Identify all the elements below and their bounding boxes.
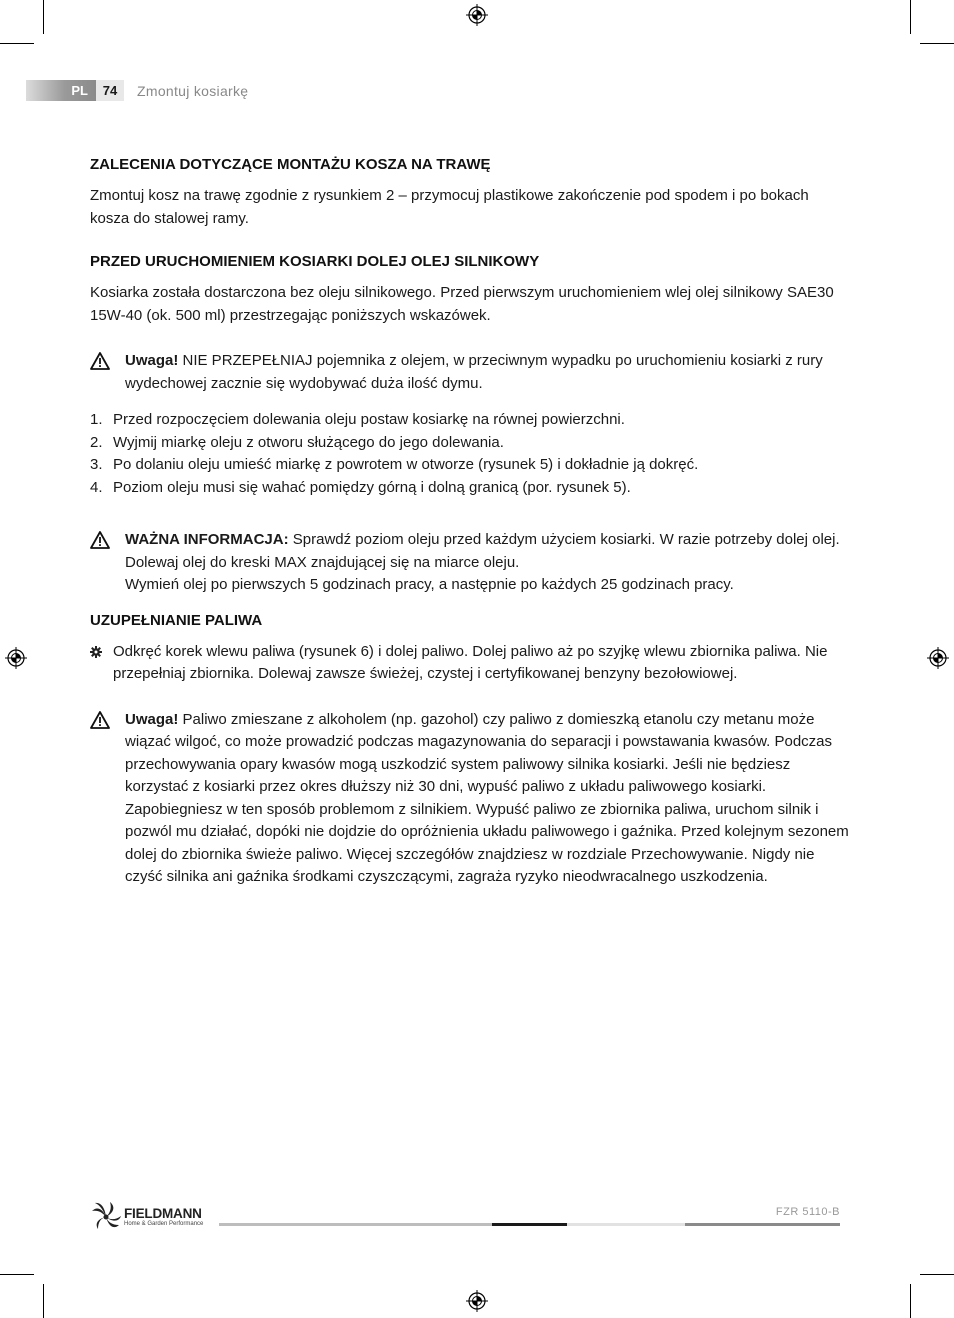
warning-triangle-icon [90, 531, 110, 549]
info-text: Sprawdź poziom oleju przed każdym użyciem kosiarki. W razie potrzeby dolej olej. Dolewaj olej do kreski MAX znajdującej się na miarce oleju. [125, 531, 840, 571]
list-item [90, 432, 850, 455]
list-text: Przed rozpoczęciem dolewania oleju postaw kosiarkę na równej powierzchni. [113, 411, 625, 428]
page-number: 74 [96, 80, 124, 101]
crop-mark [910, 0, 911, 34]
warning-triangle-icon [90, 352, 110, 370]
crop-mark [43, 1284, 44, 1318]
list-item [90, 477, 850, 500]
model-number: FZR 5110-B [775, 1206, 840, 1218]
registration-mark-icon [466, 4, 488, 26]
warning-text: NIE PRZEPEŁNIAJ pojemnika z olejem, w przeciwnym wypadku po uruchomieniu kosiarki z rury wydechowej zacznie się wydobywać duża ilość dymu. [125, 352, 823, 392]
list-item [90, 409, 850, 432]
crop-mark [920, 1274, 954, 1275]
info-text-2: Wymień olej po pierwszych 5 godzinach pracy, a następnie po każdych 25 godzinach pracy. [125, 576, 734, 593]
list-number: 4. [90, 478, 103, 496]
page-header-tab [26, 80, 124, 101]
brand-tagline: Home & Garden Performance [124, 1221, 204, 1227]
footer-rule [219, 1223, 492, 1226]
fuel-bullet-text: Odkręć korek wlewu paliwa (rysunek 6) i dolej paliwo. Dolej paliwo aż po szyjkę wlewu zbiornika paliwa. Nie przepełniaj zbiornika. Dolewaj zawsze świeżej, czystej i certyfikowanej benzyny bezołowiowej. [113, 642, 828, 682]
registration-mark-icon [466, 1290, 488, 1312]
section-heading-fuel: UZUPEŁNIANIE PALIWA [90, 611, 263, 629]
crop-mark [0, 43, 34, 44]
list-text: Po dolaniu oleju umieść miarkę z powrotem w otworze (rysunek 5) i dokładnie ją dokręć. [113, 456, 699, 473]
fan-logo-icon [90, 1200, 122, 1234]
list-text: Poziom oleju musi się wahać pomiędzy górną i dolną granicą (por. rysunek 5). [113, 478, 631, 496]
warning-text: Paliwo zmieszane z alkoholem (np. gazohol) czy paliwo z domieszką etanolu czy metanu może wiązać wilgoć, co może prowadzić podczas magazynowania do separacji i powstawania kwasów. Podczas przechowywania opary kwasów mogą uszkodzić system paliwowy silnika kosiarki. Jeśli nie będziesz korzystać z kosiarki przez okres dłuższy niż 30 dni, wypuść paliwo z układu paliwowego kosiarki. Zapobiegniesz w ten sposób problemom z silnikiem. Wypuść paliwo ze zbiornika paliwa, uruchom silnik i pozwól mu działać, dopóki nie dojdzie do opróżnienia układu paliwowego i gaźnika. Przed kolejnym sezonem dolej do zbiornika świeże paliwo. Więcej szczegółów znajdziesz w rozdziale Przechowywanie. Nigdy nie czyść silnika ani gaźnika środkami czyszczącymi, zagraża ryzyko nieodwracalnego uszkodzenia. [125, 710, 849, 885]
crop-mark [0, 1274, 34, 1275]
warning-triangle-icon [90, 711, 110, 729]
language-code: PL [26, 80, 96, 101]
section-heading-grass-bag: ZALECENIA DOTYCZĄCE MONTAŻU KOSZA NA TRAWĘ [90, 156, 491, 173]
list-text: Wyjmij miarkę oleju z otworu służącego do jego dolewania. [113, 433, 504, 451]
fuel-warning [90, 709, 850, 889]
crop-mark [920, 43, 954, 44]
warning-label: Uwaga! [125, 710, 179, 728]
oil-steps-list [90, 409, 850, 499]
paragraph-grass-bag: Zmontuj kosz na trawę zgodnie z rysunkiem 2 – przymocuj plastikowe zakończenie pod spodem i po bokach kosza do stalowej ramy. [90, 187, 809, 227]
gear-bullet-icon [90, 646, 102, 658]
registration-mark-icon [927, 647, 949, 669]
brand-name: FIELDMANN [124, 1206, 202, 1221]
crop-mark [43, 0, 44, 34]
footer-rule [685, 1223, 840, 1226]
warning-label: Uwaga! [125, 352, 179, 369]
footer-rule [567, 1223, 685, 1226]
oil-warning [90, 350, 850, 395]
list-number: 3. [90, 456, 103, 473]
section-heading-oil: PRZED URUCHOMIENIEM KOSIARKI DOLEJ OLEJ SILNIKOWY [90, 253, 540, 270]
paragraph-oil: Kosiarka została dostarczona bez oleju silnikowego. Przed pierwszym uruchomieniem wlej olej silnikowy SAE30 15W-40 (ok. 500 ml) przestrzegając poniższych wskazówek. [90, 284, 834, 324]
page-content [90, 150, 850, 889]
crop-mark [910, 1284, 911, 1318]
list-number: 2. [90, 433, 103, 451]
info-label: WAŻNA INFORMACJA: [125, 531, 289, 548]
brand-logo [90, 1200, 216, 1234]
list-number: 1. [90, 411, 103, 428]
oil-important-info [90, 529, 850, 597]
registration-mark-icon [5, 647, 27, 669]
running-header-title: Zmontuj kosiarkę [137, 83, 249, 99]
list-item [90, 454, 850, 477]
footer-rule [492, 1223, 567, 1226]
fuel-bullet [90, 641, 850, 686]
